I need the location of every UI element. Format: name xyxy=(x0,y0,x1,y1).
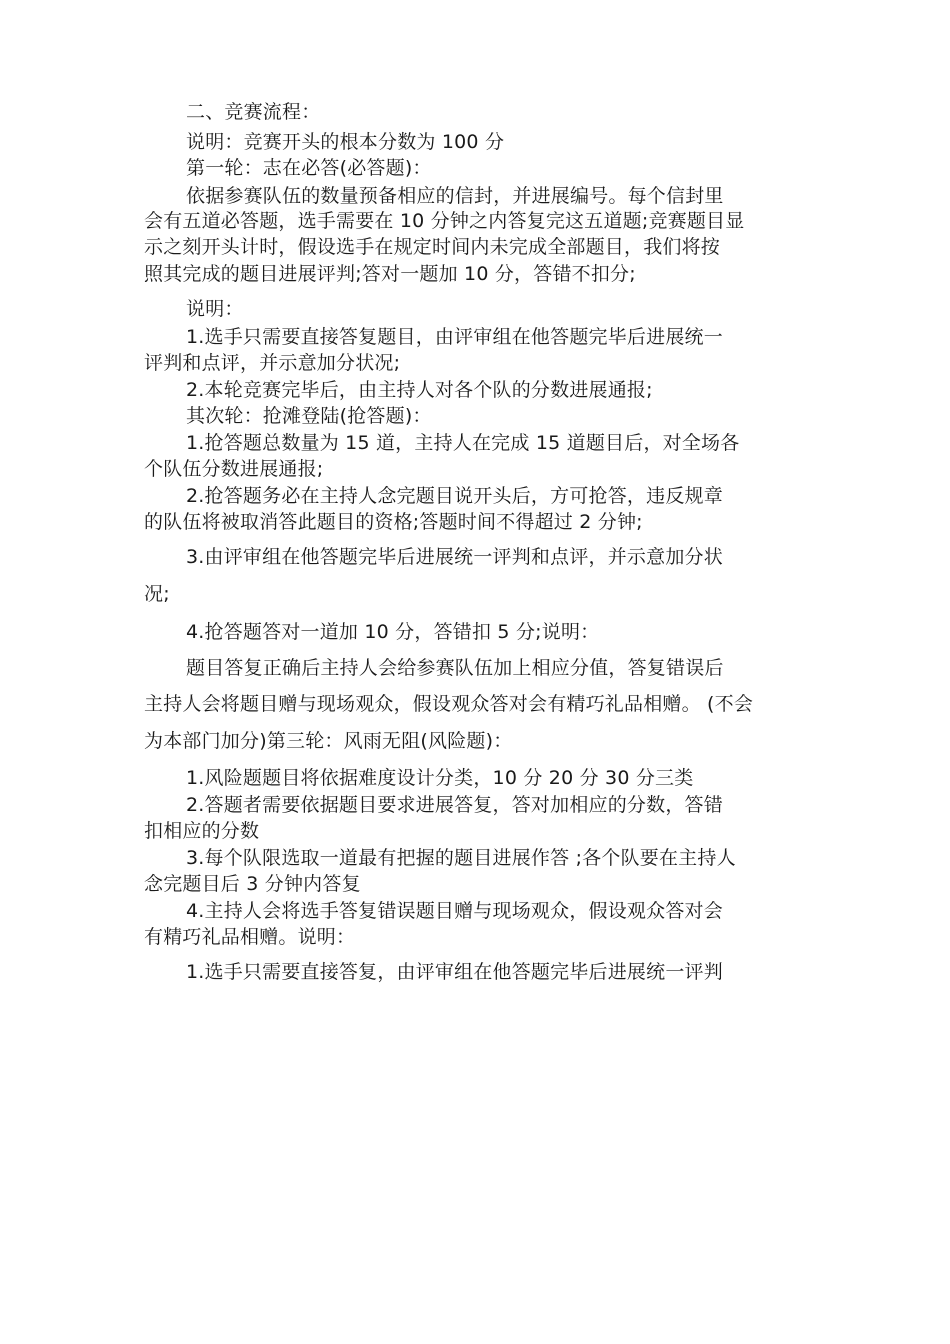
text-line: 1.抢答题总数量为 15 道，主持人在完成 15 道题目后，对全场各 xyxy=(186,432,740,454)
text-line: 示之刻开头计时，假设选手在规定时间内未完成全部题目，我们将按 xyxy=(144,236,721,258)
text-line: 说明： xyxy=(186,298,244,320)
text-line: 的队伍将被取消答此题目的资格;答题时间不得超过 2 分钟; xyxy=(144,511,643,533)
text-line: 1.选手只需要直接答复题目，由评审组在他答题完毕后进展统一 xyxy=(186,326,723,348)
text-line: 3.每个队限选取一道最有把握的题目进展作答 ;各个队要在主持人 xyxy=(186,847,736,869)
section-heading: 二、竞赛流程： xyxy=(186,101,321,123)
text-line: 题目答复正确后主持人会给参赛队伍加上相应分值，答复错误后 xyxy=(186,657,724,679)
text-line: 3.由评审组在他答题完毕后进展统一评判和点评，并示意加分状 xyxy=(186,546,723,568)
text-line: 会有五道必答题，选手需要在 10 分钟之内答复完这五道题;竞赛题目显 xyxy=(144,210,745,232)
text-line: 2.本轮竞赛完毕后，由主持人对各个队的分数进展通报; xyxy=(186,379,653,401)
text-line: 照其完成的题目进展评判;答对一题加 10 分，答错不扣分; xyxy=(144,263,636,285)
text-line: 为本部门加分)第三轮：风雨无阻(风险题)： xyxy=(144,730,513,752)
text-line: 2.抢答题务必在主持人念完题目说开头后，方可抢答，违反规章 xyxy=(186,485,723,507)
text-line: 4.抢答题答对一道加 10 分，答错扣 5 分;说明： xyxy=(186,621,600,643)
text-line: 依据参赛队伍的数量预备相应的信封，并进展编号。每个信封里 xyxy=(186,185,724,207)
text-line: 扣相应的分数 xyxy=(144,820,260,842)
text-line: 有精巧礼品相赠。说明： xyxy=(144,926,356,948)
text-line: 个队伍分数进展通报; xyxy=(144,458,324,480)
text-line: 1.选手只需要直接答复，由评审组在他答题完毕后进展统一评判 xyxy=(186,961,723,983)
text-line: 4.主持人会将选手答复错误题目赠与现场观众，假设观众答对会 xyxy=(186,900,723,922)
text-line: 2.答题者需要依据题目要求进展答复，答对加相应的分数，答错 xyxy=(186,794,723,816)
text-line: 1.风险题题目将依据难度设计分类，10 分 20 分 30 分三类 xyxy=(186,767,694,789)
text-line: 说明：竞赛开头的根本分数为 100 分 xyxy=(186,131,505,153)
text-line: 主持人会将题目赠与现场观众，假设观众答对会有精巧礼品相赠。 (不会 xyxy=(144,693,754,715)
round-heading: 第一轮：志在必答(必答题)： xyxy=(186,157,432,179)
text-line: 评判和点评，并示意加分状况; xyxy=(144,352,401,374)
text-line: 况; xyxy=(144,583,170,605)
round-heading: 其次轮：抢滩登陆(抢答题)： xyxy=(186,405,432,427)
text-line: 念完题目后 3 分钟内答复 xyxy=(144,873,361,895)
